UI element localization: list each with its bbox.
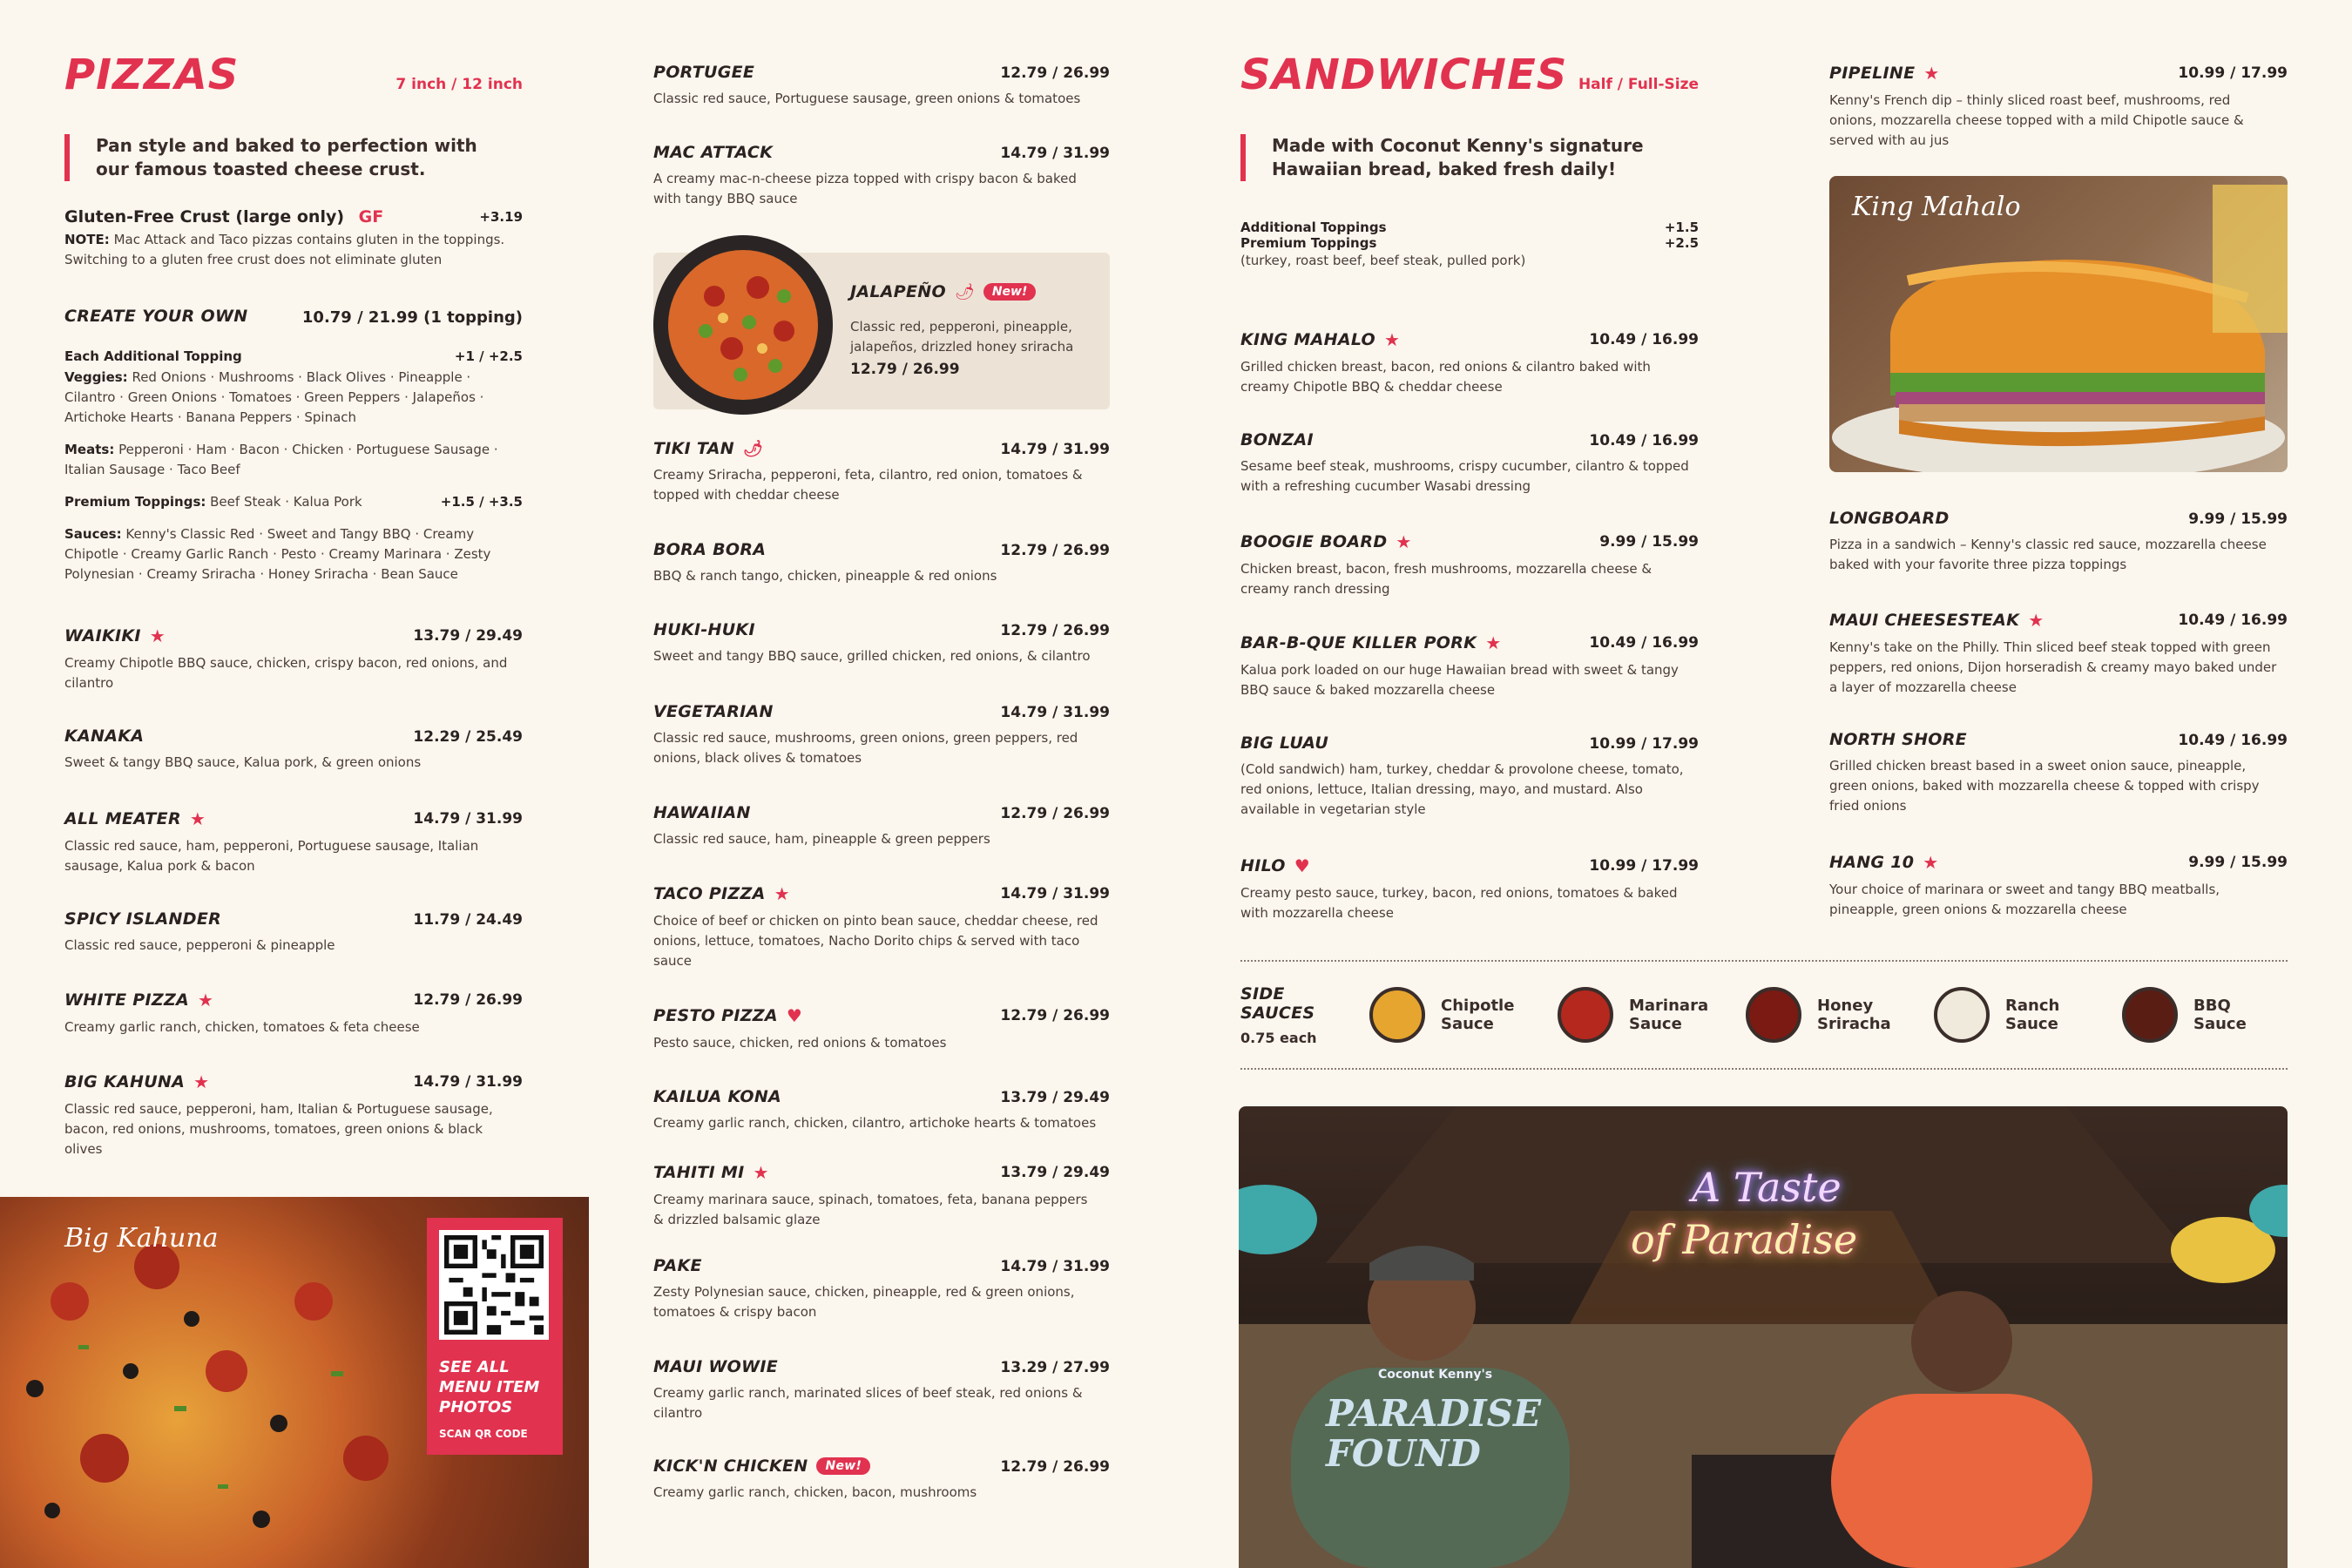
menu-item-pesto-pizza <box>653 1005 1110 1053</box>
sauces-text: Kenny's Classic Red · Sweet and Tangy BBQ · Creamy Chipotle · Creamy Garlic Ranch · Pesto · Creamy Marinara · Zesty Polynesian · Creamy Sriracha · Honey Sriracha · Bean Sauce <box>64 526 491 582</box>
item-price: 12.79 / 26.99 <box>1000 805 1110 822</box>
star-icon: ★ <box>193 1071 210 1092</box>
meats-list <box>64 440 523 480</box>
additional-label: Each Additional Topping <box>64 348 242 364</box>
item-description: Grilled chicken breast, bacon, red onions & cilantro baked with creamy Chipotle BBQ & cheddar cheese <box>1240 359 1651 395</box>
divider <box>1240 960 2288 962</box>
item-name: BORA BORA <box>653 540 767 559</box>
menu-item-kickn-chicken <box>653 1456 1110 1503</box>
sauce-cup-icon <box>2122 987 2178 1043</box>
item-price: 14.79 / 31.99 <box>1000 441 1110 458</box>
item-description: Sweet and tangy BBQ sauce, grilled chicken, red onions, & cilantro <box>653 648 1091 664</box>
item-name: HILO <box>1240 856 1286 875</box>
additional-label: Additional Toppings <box>1240 220 1387 235</box>
item-name: PESTO PIZZA <box>653 1006 778 1025</box>
item-name: BONZAI <box>1240 430 1314 449</box>
qr-code-icon[interactable] <box>439 1230 549 1340</box>
item-description: Sweet & tangy BBQ sauce, Kalua pork, & green onions <box>64 754 422 770</box>
item-price: 12.79 / 26.99 <box>413 991 523 1009</box>
item-name: ALL MEATER <box>64 809 181 828</box>
item-description: Classic red sauce, ham, pepperoni, Portuguese sausage, Italian sausage, Kalua pork & bacon <box>64 838 479 874</box>
meats-label: Meats: <box>64 442 115 457</box>
size-label: 7 inch / 12 inch <box>395 76 523 93</box>
star-icon: ★ <box>1384 329 1401 350</box>
item-name: TACO PIZZA <box>653 884 766 903</box>
star-icon: ★ <box>1396 531 1412 552</box>
menu-item-big-luau <box>1240 733 1699 820</box>
item-name: BIG KAHUNA <box>64 1072 186 1092</box>
menu-item-pipeline <box>1829 63 2288 151</box>
item-description: Kenny's take on the Philly. Thin sliced beef steak topped with green peppers, red onions, Dijon horseradish & creamy mayo baked under a layer of mozzarella cheese <box>1829 639 2277 695</box>
item-description: A creamy mac-n-cheese pizza topped with crispy bacon & baked with tangy BBQ sauce <box>653 171 1077 206</box>
qr-card[interactable] <box>427 1218 563 1455</box>
menu-item-kanaka <box>64 727 523 773</box>
menu-item-all-meater <box>64 808 523 876</box>
heart-icon: ♥ <box>1294 855 1310 876</box>
item-price: 12.79 / 26.99 <box>1000 542 1110 559</box>
sauce-name: Ranch Sauce <box>2005 997 2060 1033</box>
item-price: 14.79 / 31.99 <box>1000 704 1110 721</box>
star-icon: ★ <box>198 990 214 1010</box>
item-description: Creamy garlic ranch, chicken, cilantro, artichoke hearts & tomatoes <box>653 1115 1097 1131</box>
item-name: PORTUGEE <box>653 63 755 82</box>
menu-item-boogie-board <box>1240 531 1699 599</box>
item-name: HAWAIIAN <box>653 803 751 822</box>
star-icon: ★ <box>1485 632 1502 653</box>
jalapeno-feature-card <box>653 253 1110 409</box>
item-description: Pizza in a sandwich – Kenny's classic red sauce, mozzarella cheese baked with your favorite three pizza toppings <box>1829 537 2267 572</box>
menu-item-hang-10 <box>1829 852 2288 920</box>
additional-topping-row <box>64 348 523 364</box>
menu-item-spicy-islander <box>64 909 523 956</box>
premium-price: +2.5 <box>1664 235 1699 251</box>
sandwiches-column-2 <box>1829 0 2288 958</box>
photo-caption: Big Kahuna <box>64 1223 219 1254</box>
item-price: 10.99 / 17.99 <box>2178 64 2288 82</box>
size-label: Half / Full-Size <box>1578 76 1699 93</box>
item-price: 11.79 / 24.49 <box>413 911 523 929</box>
item-description: Chicken breast, bacon, fresh mushrooms, mozzarella cheese & creamy ranch dressing <box>1240 561 1652 597</box>
item-name: BIG LUAU <box>1240 733 1329 753</box>
sandwich-toppings <box>1240 220 1699 271</box>
item-description: Creamy garlic ranch, chicken, bacon, mushrooms <box>653 1484 977 1500</box>
item-price: 12.29 / 25.49 <box>413 728 523 746</box>
item-description: Creamy pesto sauce, turkey, bacon, red onions, tomatoes & baked with mozzarella cheese <box>1240 885 1678 921</box>
item-description: Kalua pork loaded on our huge Hawaiian bread with sweet & tangy BBQ sauce & baked mozzarella cheese <box>1240 662 1679 698</box>
premium-text: Beef Steak · Kalua Pork <box>206 494 362 510</box>
side-sauces-label: SIDE SAUCES <box>1240 983 1315 1023</box>
sauces-list <box>64 524 523 585</box>
gluten-free-label: Gluten-Free Crust (large only) <box>64 207 345 226</box>
item-price: 10.49 / 16.99 <box>1589 634 1699 652</box>
menu-item-huki-huki <box>653 620 1110 666</box>
sauces-label: Sauces: <box>64 526 122 542</box>
item-description: Creamy Sriracha, pepperoni, feta, cilantro, red onion, tomatoes & topped with cheddar cheese <box>653 467 1083 503</box>
item-name: PAKE <box>653 1256 702 1275</box>
restaurant-photo <box>1239 1106 2288 1568</box>
item-name: BOOGIE BOARD <box>1240 532 1388 551</box>
item-price: 10.99 / 17.99 <box>1589 857 1699 875</box>
sauce-cup-icon <box>1369 987 1425 1043</box>
menu-item-vegetarian <box>653 702 1110 768</box>
veggies-text: Red Onions · Mushrooms · Black Olives · Pineapple · Cilantro · Green Onions · Tomatoes · Green Peppers · Jalapeños · Artichoke Hearts · Banana Peppers · Spinach <box>64 369 484 425</box>
item-name: LONGBOARD <box>1829 509 1950 528</box>
item-description: BBQ & ranch tango, chicken, pineapple & red onions <box>653 568 997 584</box>
sauce-ranch <box>1934 987 2122 1043</box>
item-description: Choice of beef or chicken on pinto bean sauce, cheddar cheese, red onions, lettuce, tomatoes, Nacho Dorito chips & served with taco sauce <box>653 913 1098 969</box>
gf-badge: GF <box>358 207 384 226</box>
menu-item-hilo <box>1240 855 1699 923</box>
item-price: 9.99 / 15.99 <box>1599 533 1699 551</box>
new-badge: New! <box>816 1457 870 1475</box>
qr-subtitle: SCAN QR CODE <box>439 1428 528 1440</box>
king-mahalo-photo <box>1829 176 2288 472</box>
item-name: MAUI WOWIE <box>653 1357 778 1376</box>
item-description: Zesty Polynesian sauce, chicken, pineapple, red & green onions, tomatoes & crispy bacon <box>653 1284 1075 1320</box>
star-icon: ★ <box>189 808 206 829</box>
star-icon: ★ <box>1923 852 1939 873</box>
item-description: (Cold sandwich) ham, turkey, cheddar & provolone cheese, tomato, red onions, lettuce, Italian dressing, mayo, and mustard. Also available in vegetarian style <box>1240 761 1684 817</box>
item-price: 10.99 / 17.99 <box>1589 735 1699 753</box>
item-name: CREATE YOUR OWN <box>64 307 248 326</box>
item-name: KAILUA KONA <box>653 1087 782 1106</box>
sandwiches-header <box>1240 0 1699 99</box>
item-price: 10.49 / 16.99 <box>2178 732 2288 749</box>
item-price: 9.99 / 15.99 <box>2188 510 2288 528</box>
item-description: Classic red, pepperoni, pineapple, jalapeños, drizzled honey sriracha <box>850 319 1074 355</box>
sauce-name: Chipotle Sauce <box>1441 997 1515 1033</box>
sandwiches-column <box>1240 0 1699 921</box>
star-icon: ★ <box>774 883 790 904</box>
item-name: HUKI-HUKI <box>653 620 755 639</box>
premium-list <box>64 492 523 512</box>
item-price: 12.79 / 26.99 <box>1000 1007 1110 1024</box>
veggies-list <box>64 368 523 428</box>
menu-item-longboard <box>1829 509 2288 575</box>
item-price: 14.79 / 31.99 <box>1000 1258 1110 1275</box>
menu-item-portugee <box>653 63 1110 109</box>
item-name: JALAPEÑO <box>850 282 946 301</box>
side-sauces-price: 0.75 each <box>1240 1029 1317 1046</box>
gluten-free-note <box>64 230 523 270</box>
menu-item-waikiki <box>64 625 523 693</box>
premium-price: +1.5 / +3.5 <box>440 494 523 510</box>
item-price: 9.99 / 15.99 <box>2188 854 2288 871</box>
menu-item-kailua-kona <box>653 1087 1110 1133</box>
sandwiches-intro: Made with Coconut Kenny's signature Hawaiian bread, baked fresh daily! <box>1240 134 1659 181</box>
item-description: Creamy garlic ranch, chicken, tomatoes & feta cheese <box>64 1019 420 1035</box>
menu-item-maui-cheesesteak <box>1829 610 2288 698</box>
chili-pepper-icon: 🌶 <box>742 439 764 458</box>
item-description: Grilled chicken breast based in a sweet onion sauce, pineapple, green onions, baked with mozzarella cheese & topped with crispy fried onions <box>1829 758 2260 814</box>
sauce-name: BBQ Sauce <box>2193 997 2247 1033</box>
item-name: KICK'N CHICKEN <box>653 1456 808 1476</box>
heart-icon: ♥ <box>786 1005 803 1026</box>
menu-item-pake <box>653 1256 1110 1322</box>
item-price: 10.49 / 16.99 <box>1589 432 1699 449</box>
item-price: 12.79 / 26.99 <box>1000 1458 1110 1476</box>
item-description: Creamy Chipotle BBQ sauce, chicken, crispy bacon, red onions, and cilantro <box>64 655 508 691</box>
shirt-brand: Coconut Kenny's <box>1378 1368 1493 1382</box>
item-name: BAR-B-QUE KILLER PORK <box>1240 633 1477 652</box>
item-price: 13.79 / 29.49 <box>1000 1164 1110 1181</box>
item-description: Classic red sauce, pepperoni & pineapple <box>64 937 335 953</box>
section-title: PIZZAS <box>64 51 240 99</box>
section-title: SANDWICHES <box>1240 51 1568 99</box>
neon-sign-line2: of Paradise <box>1631 1216 1858 1263</box>
item-price: 10.49 / 16.99 <box>1589 331 1699 348</box>
additional-price: +1.5 <box>1664 220 1699 235</box>
item-price: 14.79 / 31.99 <box>1000 885 1110 902</box>
meats-text: Pepperoni · Ham · Bacon · Chicken · Portuguese Sausage · Italian Sausage · Taco Beef <box>64 442 498 477</box>
pizzas-column-2 <box>653 0 1110 1568</box>
premium-note: (turkey, roast beef, beef steak, pulled pork) <box>1240 253 1526 268</box>
star-icon: ★ <box>2028 610 2044 631</box>
item-description: Pesto sauce, chicken, red onions & tomatoes <box>653 1035 947 1051</box>
item-name: TAHITI MI <box>653 1163 745 1182</box>
menu-item-taco-pizza <box>653 883 1110 971</box>
item-price: 13.79 / 29.49 <box>413 627 523 645</box>
item-price: 12.79 / 26.99 <box>1000 64 1110 82</box>
sauce-chipotle <box>1369 987 1558 1043</box>
item-name: WHITE PIZZA <box>64 990 190 1010</box>
item-description: Kenny's French dip – thinly sliced roast beef, mushrooms, red onions, mozzarella cheese topped with a mild Chipotle sauce & served with au jus <box>1829 92 2244 148</box>
divider <box>1240 1068 2288 1070</box>
premium-label: Premium Toppings: <box>64 494 206 510</box>
item-price: 14.79 / 31.99 <box>413 810 523 828</box>
chili-pepper-icon: 🌶 <box>954 282 975 301</box>
pizzas-intro: Pan style and baked to perfection with our famous toasted cheese crust. <box>64 134 483 181</box>
menu-item-hawaiian <box>653 803 1110 849</box>
menu-item-bbq-killer-pork <box>1240 632 1699 700</box>
photo-caption: King Mahalo <box>1852 192 2021 222</box>
note-text: Mac Attack and Taco pizzas contains gluten in the toppings. Switching to a gluten free crust does not eliminate gluten <box>64 232 505 267</box>
premium-label: Premium Toppings <box>1240 235 1377 251</box>
menu-item-king-mahalo <box>1240 329 1699 397</box>
toppings-block <box>64 348 523 585</box>
item-name: PIPELINE <box>1829 64 1916 83</box>
item-description: Creamy garlic ranch, marinated slices of beef steak, red onions & cilantro <box>653 1385 1083 1421</box>
star-icon: ★ <box>753 1162 769 1183</box>
sauce-cup-icon <box>1934 987 1990 1043</box>
item-price: 10.79 / 21.99 (1 topping) <box>301 308 523 327</box>
item-description: Sesame beef steak, mushrooms, crispy cucumber, cilantro & topped with a refreshing cucumber Wasabi dressing <box>1240 458 1689 494</box>
item-description: Classic red sauce, pepperoni, ham, Italian & Portuguese sausage, bacon, red onions, mushrooms, tomatoes, green onions & black olives <box>64 1101 493 1157</box>
gluten-free-row <box>64 207 523 270</box>
veggies-label: Veggies: <box>64 369 128 385</box>
menu-item-mac-attack <box>653 143 1110 209</box>
item-description: Classic red sauce, mushrooms, green onions, green peppers, red onions, black olives & tomatoes <box>653 730 1078 766</box>
sauce-cup-icon <box>1558 987 1613 1043</box>
menu-item-maui-wowie <box>653 1357 1110 1423</box>
sauce-marinara <box>1558 987 1746 1043</box>
item-description: Classic red sauce, ham, pineapple & green peppers <box>653 831 990 847</box>
item-price: 14.79 / 31.99 <box>1000 145 1110 162</box>
menu-item-tiki-tan <box>653 439 1110 505</box>
item-price: 14.79 / 31.99 <box>413 1073 523 1091</box>
item-name: TIKI TAN <box>653 439 734 458</box>
shirt-text: PARADISE FOUND <box>1326 1392 1542 1475</box>
sauce-name: Marinara Sauce <box>1629 997 1709 1033</box>
menu-item-big-kahuna <box>64 1071 523 1159</box>
item-name: WAIKIKI <box>64 626 141 645</box>
item-name: KING MAHALO <box>1240 330 1376 349</box>
item-price: 12.79 / 26.99 <box>1000 622 1110 639</box>
item-name: HANG 10 <box>1829 853 1915 872</box>
item-description: Your choice of marinara or sweet and tangy BBQ meatballs, pineapple, green onions & mozzarella cheese <box>1829 882 2220 917</box>
sauce-name: Honey Sriracha <box>1817 997 1891 1033</box>
neon-sign-line1: A Taste <box>1692 1164 1842 1211</box>
star-icon: ★ <box>149 625 166 646</box>
pan-icon <box>653 235 833 415</box>
item-price: 12.79 / 26.99 <box>850 361 960 378</box>
side-sauces-row <box>1240 984 2288 1045</box>
create-your-own-row <box>64 307 523 326</box>
sauce-bbq <box>2122 987 2288 1043</box>
item-name: VEGETARIAN <box>653 702 774 721</box>
pizzas-header <box>64 0 523 99</box>
item-name: MAC ATTACK <box>653 143 774 162</box>
gluten-free-price: +3.19 <box>479 209 523 225</box>
item-price: 13.79 / 29.49 <box>1000 1089 1110 1106</box>
item-description: Classic red sauce, Portuguese sausage, green onions & tomatoes <box>653 91 1081 106</box>
additional-price: +1 / +2.5 <box>454 348 523 364</box>
new-badge: New! <box>983 283 1037 301</box>
qr-title: SEE ALL MENU ITEM PHOTOS <box>439 1358 540 1416</box>
item-price: 13.29 / 27.99 <box>1000 1359 1110 1376</box>
menu-item-north-shore <box>1829 730 2288 816</box>
big-kahuna-photo <box>0 1197 589 1568</box>
star-icon: ★ <box>1923 63 1940 84</box>
note-label: NOTE: <box>64 232 110 247</box>
sauce-honey-sriracha <box>1746 987 1934 1043</box>
item-name: MAUI CHEESESTEAK <box>1829 611 2020 630</box>
menu-item-tahiti-mi <box>653 1162 1110 1230</box>
menu-item-bonzai <box>1240 430 1699 497</box>
item-name: NORTH SHORE <box>1829 730 1967 749</box>
item-name: SPICY ISLANDER <box>64 909 222 929</box>
item-price: 10.49 / 16.99 <box>2178 612 2288 629</box>
sauce-cup-icon <box>1746 987 1801 1043</box>
menu-item-white-pizza <box>64 990 523 1037</box>
pizzas-column <box>64 0 523 1157</box>
item-description: Creamy marinara sauce, spinach, tomatoes, feta, banana peppers & drizzled balsamic glaze <box>653 1192 1088 1227</box>
item-name: KANAKA <box>64 727 145 746</box>
menu-item-bora-bora <box>653 540 1110 586</box>
